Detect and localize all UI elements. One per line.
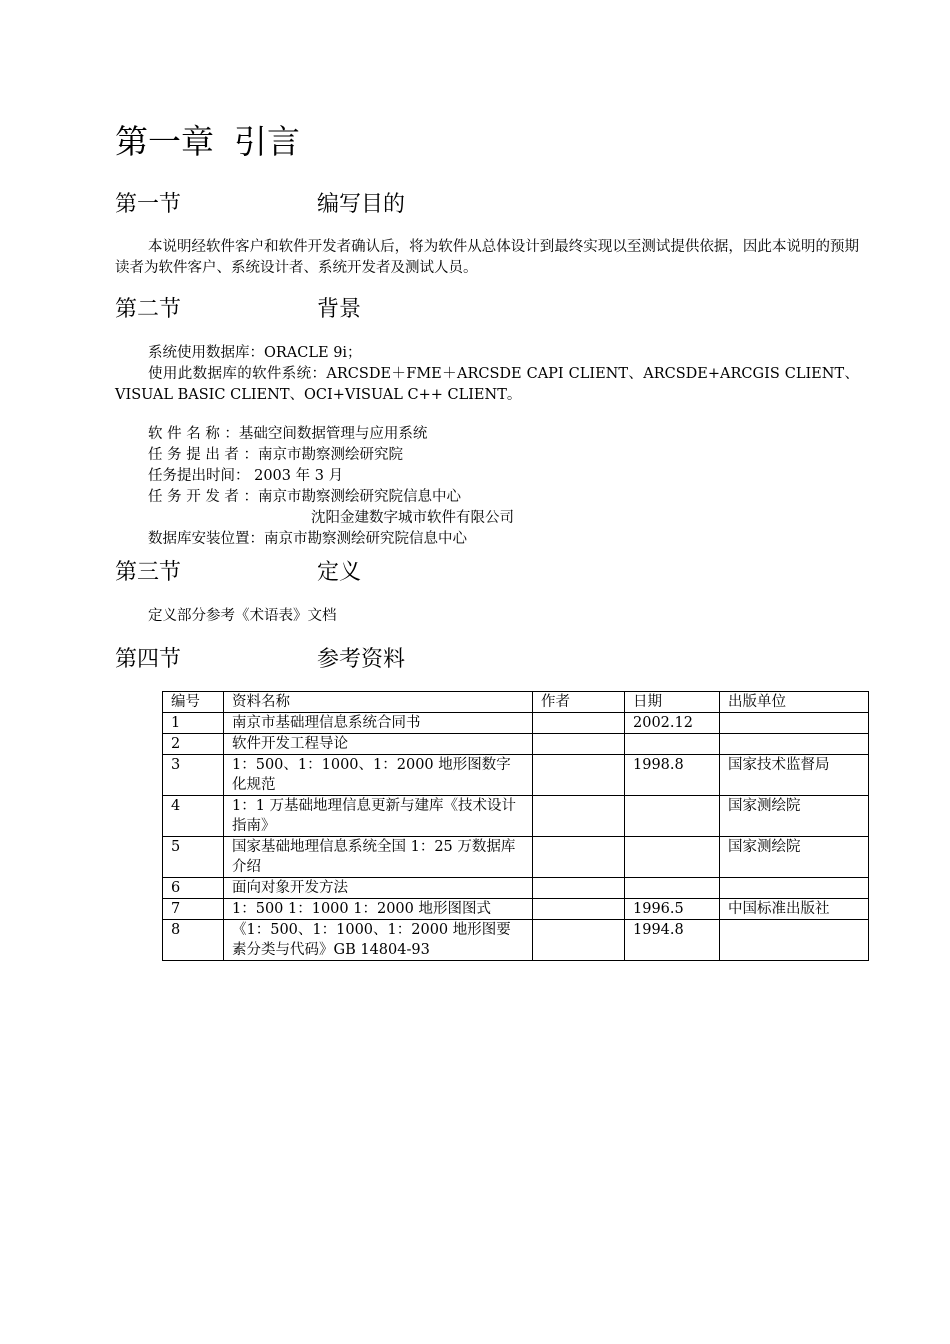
author-cell: [533, 734, 625, 755]
author-cell: [533, 837, 625, 878]
date-cell: 1998.8: [625, 755, 720, 796]
reference-title-cell: 1：500 1：1000 1：2000 地形图图式: [224, 899, 533, 920]
publisher-cell: 国家技术监督局: [720, 755, 869, 796]
chapter-title: 引言: [234, 122, 300, 161]
author-cell: [533, 899, 625, 920]
table-row: [163, 878, 869, 899]
header-cell: 作者: [533, 692, 625, 713]
project-info-block: [115, 424, 859, 550]
task-date-line: 任务提出时间： 2003 年 3 月: [148, 468, 344, 484]
reference-title-cell: 软件开发工程导论: [224, 734, 533, 755]
date-cell: [625, 878, 720, 899]
author-cell: [533, 713, 625, 734]
reference-title-cell: 面向对象开发方法: [224, 878, 533, 899]
reference-title-cell: 1：500、1：1000、1：2000 地形图数字化规范: [224, 755, 533, 796]
section-number: 第四节: [115, 647, 182, 672]
author-cell: [533, 878, 625, 899]
table-row: [163, 713, 869, 734]
date-cell: [625, 734, 720, 755]
table-row: [163, 899, 869, 920]
publisher-cell: 国家测绘院: [720, 796, 869, 837]
author-cell: [533, 755, 625, 796]
table-header-row: [163, 692, 869, 713]
date-cell: 2002.12: [625, 713, 720, 734]
table-row: [163, 837, 869, 878]
section-title: 背景: [317, 297, 362, 322]
date-cell: 1994.8: [625, 920, 720, 961]
reference-title-cell: 1：1 万基础地理信息更新与建库《技术设计指南》: [224, 796, 533, 837]
table-row: [163, 734, 869, 755]
software-systems-paragraph: 使用此数据库的软件系统：ARCSDE＋FME＋ARCSDE CAPI CLIENT、ARCSDE+ARCGIS CLIENT、VISUAL BASIC CLIENT、OCI+VISUAL C++ CLIENT。: [115, 366, 859, 403]
software-name-line: 软 件 名 称 ：基础空间数据管理与应用系统: [148, 426, 428, 442]
row-number-cell: 3: [163, 755, 224, 796]
chapter-number: 第一章: [115, 122, 214, 161]
section-number: 第一节: [115, 192, 182, 217]
task-developer-line: 任 务 开 发 者 ：南京市勘察测绘研究院信息中心: [148, 489, 462, 505]
row-number-cell: 2: [163, 734, 224, 755]
row-number-cell: 6: [163, 878, 224, 899]
section-number: 第三节: [115, 560, 182, 585]
table-row: [163, 920, 869, 961]
definition-paragraph: 定义部分参考《术语表》文档: [148, 608, 337, 624]
author-cell: [533, 920, 625, 961]
publisher-cell: [720, 713, 869, 734]
task-developer-line-2: 沈阳金建数字城市软件有限公司: [311, 510, 514, 526]
table-row: [163, 755, 869, 796]
section-title: 参考资料: [317, 647, 406, 672]
publisher-cell: [720, 878, 869, 899]
publisher-cell: 国家测绘院: [720, 837, 869, 878]
purpose-paragraph: 本说明经软件客户和软件开发者确认后，将为软件从总体设计到最终实现以至测试提供依据，因此本说明的预期读者为软件客户、系统设计者、系统开发者及测试人员。: [115, 239, 859, 276]
section-title: 定义: [317, 560, 362, 585]
row-number-cell: 5: [163, 837, 224, 878]
row-number-cell: 8: [163, 920, 224, 961]
row-number-cell: 4: [163, 796, 224, 837]
author-cell: [533, 796, 625, 837]
publisher-cell: 中国标准出版社: [720, 899, 869, 920]
row-number-cell: 1: [163, 713, 224, 734]
task-proposer-line: 任 务 提 出 者 ：南京市勘察测绘研究院: [148, 447, 404, 463]
publisher-cell: [720, 920, 869, 961]
reference-title-cell: 国家基础地理信息系统全国 1：25 万数据库介绍: [224, 837, 533, 878]
date-cell: 1996.5: [625, 899, 720, 920]
table-row: [163, 796, 869, 837]
references-table: [162, 691, 869, 961]
section-title: 编写目的: [317, 192, 406, 217]
header-cell: 日期: [625, 692, 720, 713]
section-number: 第二节: [115, 297, 182, 322]
date-cell: [625, 837, 720, 878]
header-cell: 资料名称: [224, 692, 533, 713]
database-line: 系统使用数据库：ORACLE 9i；: [148, 345, 362, 361]
row-number-cell: 7: [163, 899, 224, 920]
publisher-cell: [720, 734, 869, 755]
chapter-heading: [115, 120, 300, 164]
header-cell: 编号: [163, 692, 224, 713]
date-cell: [625, 796, 720, 837]
reference-title-cell: 南京市基础理信息系统合同书: [224, 713, 533, 734]
header-cell: 出版单位: [720, 692, 869, 713]
reference-title-cell: 《1：500、1：1000、1：2000 地形图要素分类与代码》GB 14804-93: [224, 920, 533, 961]
database-location-line: 数据库安装位置：南京市勘察测绘研究院信息中心: [148, 531, 467, 547]
